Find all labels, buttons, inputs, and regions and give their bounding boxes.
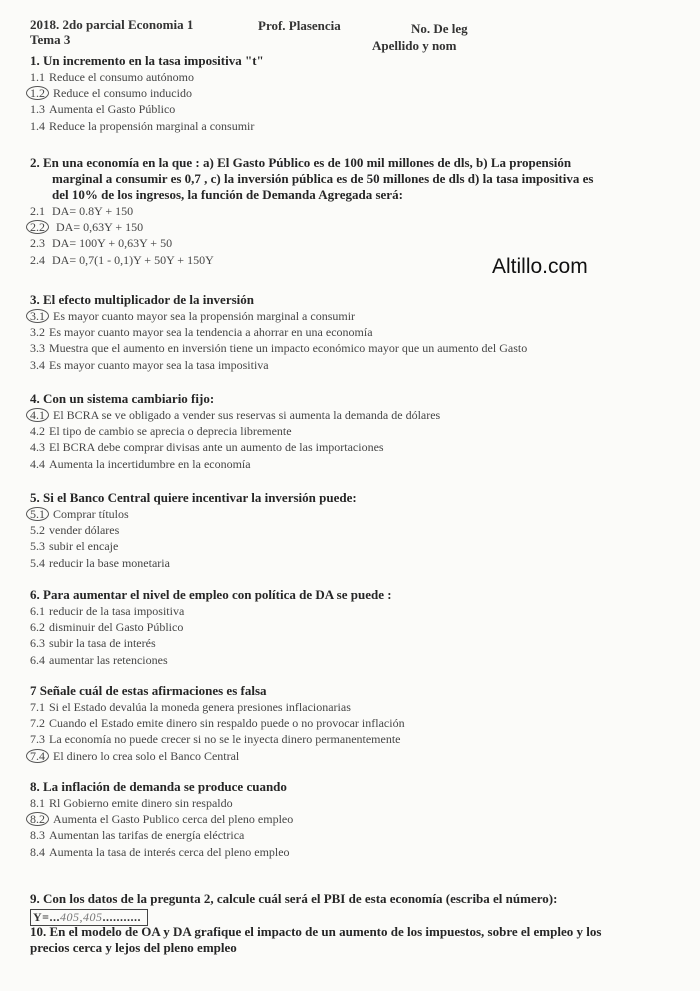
answer-prefix: Y=...: [33, 910, 61, 924]
option-text: Es mayor cuanto mayor sea la tasa impositiva: [49, 357, 269, 372]
option-text: Aumenta la tasa de interés cerca del pleno empleo: [49, 844, 290, 859]
option-text: El BCRA debe comprar divisas ante un aumento de las importaciones: [49, 440, 384, 455]
question-title: 5. Si el Banco Central quiere incentivar la inversión puede:: [30, 490, 357, 505]
option-text: Es mayor cuanto mayor sea la propensión marginal a consumir: [53, 309, 356, 323]
option-number: 3.3: [30, 341, 45, 356]
option-text: reducir de la tasa impositiva: [49, 604, 185, 618]
option-text: subir el encaje: [49, 539, 119, 554]
option-number: 2.1: [30, 204, 45, 218]
question-title: 9. Con los datos de la pregunta 2, calcule cuál será el PBI de esta economía (escriba el número):: [30, 891, 558, 906]
question-title-line: del 10% de los ingresos, la función de Demanda Agregada será:: [52, 187, 403, 202]
option-number: 6.4: [30, 652, 45, 667]
option-6-2: [30, 619, 690, 635]
option-number: 1.4: [30, 118, 45, 133]
option-text: Aumentan las tarifas de energía eléctrica: [49, 828, 245, 843]
option-text: Comprar títulos: [53, 507, 129, 521]
option-3-1: [30, 308, 690, 324]
option-number: 1.1: [30, 70, 45, 84]
question-title: 4. Con un sistema cambiario fijo:: [30, 391, 215, 406]
question-8: [30, 779, 690, 860]
option-text: reducir la base monetaria: [49, 555, 170, 570]
question-title: 7 Señale cuál de estas afirmaciones es falsa: [30, 683, 267, 698]
option-number: 8.3: [30, 828, 45, 843]
option-3-4: [30, 357, 690, 373]
question-4: [30, 391, 690, 472]
option-2-3: [30, 235, 690, 251]
option-number: 1.3: [30, 102, 45, 117]
option-number-circled: 3.1: [26, 309, 49, 323]
question-title-line: marginal a consumir es 0,7 , c) la inversión pública es de 50 millones de dls d) la tasa impositiva es: [52, 171, 594, 186]
legajo-label: No. De leg: [411, 21, 468, 36]
option-text: Reduce el consumo inducido: [53, 86, 192, 101]
option-text: Reduce el consumo autónomo: [49, 70, 194, 84]
question-title: 6. Para aumentar el nivel de empleo con política de DA se puede :: [30, 587, 392, 602]
option-text: Muestra que el aumento en inversión tiene un impacto económico mayor que un aumento del Gasto: [49, 341, 528, 356]
answer-handwritten: 405,405: [60, 910, 103, 924]
altillo-brand: Altillo.com: [492, 255, 588, 278]
option-text: Si el Estado devalúa la moneda genera presiones inflacionarias: [49, 700, 351, 714]
option-number: 5.3: [30, 539, 45, 554]
option-number-circled: 7.4: [26, 749, 49, 763]
option-5-2: [30, 522, 690, 538]
option-text: Aumenta el Gasto Público: [49, 102, 176, 117]
option-5-1: [30, 506, 690, 522]
option-number: 7.1: [30, 700, 45, 714]
option-8-4: [30, 844, 690, 860]
option-number: 6.1: [30, 604, 45, 618]
option-text: subir la tasa de interés: [49, 636, 156, 651]
option-text: DA= 100Y + 0,63Y + 50: [52, 236, 173, 251]
option-8-3: [30, 827, 690, 843]
option-7-1: [30, 699, 690, 715]
option-5-3: [30, 538, 690, 554]
option-number-circled: 8.2: [26, 812, 49, 826]
option-text: DA= 0,63Y + 150: [56, 220, 144, 235]
option-number: 8.1: [30, 796, 45, 810]
option-number: 4.2: [30, 424, 45, 439]
option-1-1: [30, 69, 690, 85]
option-text: disminuir del Gasto Público: [49, 620, 184, 635]
option-number: 3.2: [30, 325, 45, 340]
option-4-1: [30, 407, 690, 423]
option-text: Rl Gobierno emite dinero sin respaldo: [49, 796, 233, 810]
option-4-4: [30, 456, 690, 472]
option-1-2: [30, 85, 690, 101]
option-number: 2.3: [30, 236, 45, 251]
question-title-line: 2. En una economía en la que : a) El Gasto Público es de 100 mil millones de dls, b) La propensión: [30, 155, 572, 170]
question-3: [30, 292, 690, 373]
option-8-2: [30, 811, 690, 827]
option-text: Aumenta la incertidumbre en la economía: [49, 456, 251, 471]
option-3-2: [30, 324, 690, 340]
question-6: [30, 587, 690, 668]
option-text: El tipo de cambio se aprecia o deprecia libremente: [49, 424, 292, 439]
question-title-line: precios cerca y lejos del pleno empleo: [30, 940, 237, 955]
question-2: [30, 155, 690, 268]
question-5: [30, 490, 690, 571]
option-text: Reduce la propensión marginal a consumir: [49, 118, 255, 133]
option-text: La economía no puede crecer si no se le inyecta dinero permanentemente: [49, 732, 401, 747]
option-number-circled: 1.2: [26, 86, 49, 100]
option-text: El BCRA se ve obligado a vender sus reservas si aumenta la demanda de dólares: [53, 408, 441, 422]
option-1-3: [30, 101, 690, 117]
option-6-3: [30, 635, 690, 651]
option-text: Es mayor cuanto mayor sea la tendencia a ahorrar en una economía: [49, 325, 373, 340]
option-6-4: [30, 652, 690, 668]
option-text: Cuando el Estado emite dinero sin respaldo puede o no provocar inflación: [49, 716, 405, 731]
option-number-circled: 5.1: [26, 507, 49, 521]
exam-title: 2018. 2do parcial Economia 1: [30, 17, 194, 32]
option-7-3: [30, 731, 690, 747]
option-2-4: [30, 252, 690, 268]
option-4-2: [30, 423, 690, 439]
question-title-line: 10. En el modelo de OA y DA grafique el impacto de un aumento de los impuestos, sobre el empleo y los: [30, 924, 602, 939]
option-1-4: [30, 118, 690, 134]
question-7: [30, 683, 690, 764]
option-text: DA= 0.8Y + 150: [52, 204, 134, 218]
question-1: [30, 53, 690, 134]
option-number: 3.4: [30, 357, 45, 372]
option-number: 4.4: [30, 456, 45, 471]
option-number-circled: 4.1: [26, 408, 49, 422]
option-number: 6.2: [30, 620, 45, 635]
option-number: 5.2: [30, 523, 45, 538]
option-2-1: [30, 203, 690, 219]
question-title: 8. La inflación de demanda se produce cuando: [30, 779, 287, 794]
option-number: 4.3: [30, 440, 45, 455]
option-number: 6.3: [30, 636, 45, 651]
option-5-4: [30, 555, 690, 571]
option-number: 5.4: [30, 555, 45, 570]
question-10: [30, 924, 690, 956]
question-title: 3. El efecto multiplicador de la inversión: [30, 292, 254, 307]
option-text: DA= 0,7(1 - 0,1)Y + 50Y + 150Y: [52, 252, 214, 267]
option-number-circled: 2.2: [26, 220, 49, 234]
professor-name: Prof. Plasencia: [258, 18, 341, 33]
option-6-1: [30, 603, 690, 619]
option-text: vender dólares: [49, 523, 120, 538]
option-8-1: [30, 795, 690, 811]
option-number: 7.2: [30, 716, 45, 731]
apellido-label: Apellido y nom: [372, 38, 457, 53]
option-4-3: [30, 439, 690, 455]
tema-label: Tema 3: [30, 32, 71, 47]
question-title: 1. Un incremento en la tasa impositiva "t": [30, 53, 264, 68]
option-number: 8.4: [30, 844, 45, 859]
option-number: 7.3: [30, 732, 45, 747]
option-7-4: [30, 748, 690, 764]
question-9: [30, 891, 690, 926]
option-text: Aumenta el Gasto Publico cerca del pleno empleo: [53, 812, 294, 827]
option-text: El dinero lo crea solo el Banco Central: [53, 748, 240, 763]
option-2-2: [30, 219, 690, 235]
option-7-2: [30, 715, 690, 731]
option-number: 2.4: [30, 252, 45, 267]
option-3-3: [30, 340, 690, 356]
option-text: aumentar las retenciones: [49, 652, 168, 667]
answer-suffix: ...........: [102, 910, 142, 924]
